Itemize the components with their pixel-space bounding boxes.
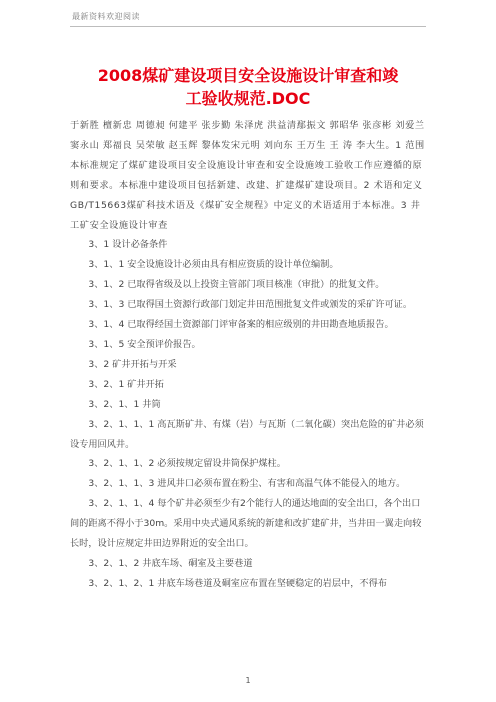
paragraph: 3、2、1、1、4 每个矿井必须至少有2个能行人的通达地面的安全出口，各个出口间的距离不得小于30m。采用中央式通风系统的新建和改扩建矿井，当井田一翼走向较长时，设计应规定井田边界附近的安全出口。 — [70, 498, 422, 550]
paragraph: 3、2、1 矿井开拓 — [88, 378, 164, 390]
page-number: 1 — [245, 676, 251, 685]
paragraph: 3、2、1、2、1 井底车场巷道及硐室应布置在坚硬稳定的岩层中，不得布 — [88, 577, 387, 589]
paragraph: 3、1、1 安全设施设计必须由具有相应资质的设计单位编制。 — [88, 259, 339, 271]
header-tag: 最新资料欢迎阅读 — [72, 12, 140, 21]
paragraph: 3、2、1、1 井筒 — [88, 398, 161, 410]
paragraph: 3、1、5 安全预评价报告。 — [88, 338, 201, 350]
paragraph: 3、2 矿井开拓与开采 — [88, 358, 177, 370]
document-title — [72, 64, 424, 110]
paragraph: 3、1 设计必备条件 — [88, 239, 168, 251]
paragraph: 3、1、2 已取得省级及以上投资主管部门项目核准（审批）的批复文件。 — [88, 279, 385, 291]
paragraph: 3、2、1、1、1 高瓦斯矿井、有煤（岩）与瓦斯（二氧化碳）突出危险的矿井必须设专用回风井。 — [70, 418, 424, 450]
paragraph: 3、2、1、1、3 进风井口必须布置在粉尘、有害和高温气体不能侵入的地方。 — [88, 478, 406, 490]
document-title-line-2: 工验收规范.DOC — [185, 89, 311, 108]
document-body — [70, 116, 426, 594]
header-rule — [70, 26, 426, 27]
document-title-line-1: 2008煤矿建设项目安全设施设计审查和竣 — [97, 66, 399, 85]
paragraph: 3、1、4 已取得经国土资源部门评审备案的相应级别的井田勘查地质报告。 — [88, 319, 394, 331]
paragraph: 3、1、3 已取得国土资源行政部门划定井田范围批复文件或颁发的采矿许可证。 — [88, 299, 413, 311]
paragraph: 3、2、1、1、2 必须按规定留设井筒保护煤柱。 — [88, 458, 286, 470]
intro-paragraph: 于新胜 檀新忠 周德昶 何建平 张步勤 朱泽虎 洪益清鄢振文 郭昭华 张彦彬 刘爱兰 窦永山 郑福良 吴荣敏 赵玉辉 黎体发宋元明 刘向东 王万生 王 涛 李大生。1 范围本标准规定了煤矿建设项目安全设施设计审查和安全设施竣工验收工作应遵循的原则和要求。本标准中建设项目包括新建、改建、扩建煤矿建设项目。2 术语和定义GB/T15663煤矿科技术语及《煤矿安全规程》中定义的术语适用于本标准。3 井工矿安全设施设计审查 — [70, 120, 425, 231]
paragraph: 3、2、1、2 井底车场、硐室及主要巷道 — [88, 557, 253, 569]
